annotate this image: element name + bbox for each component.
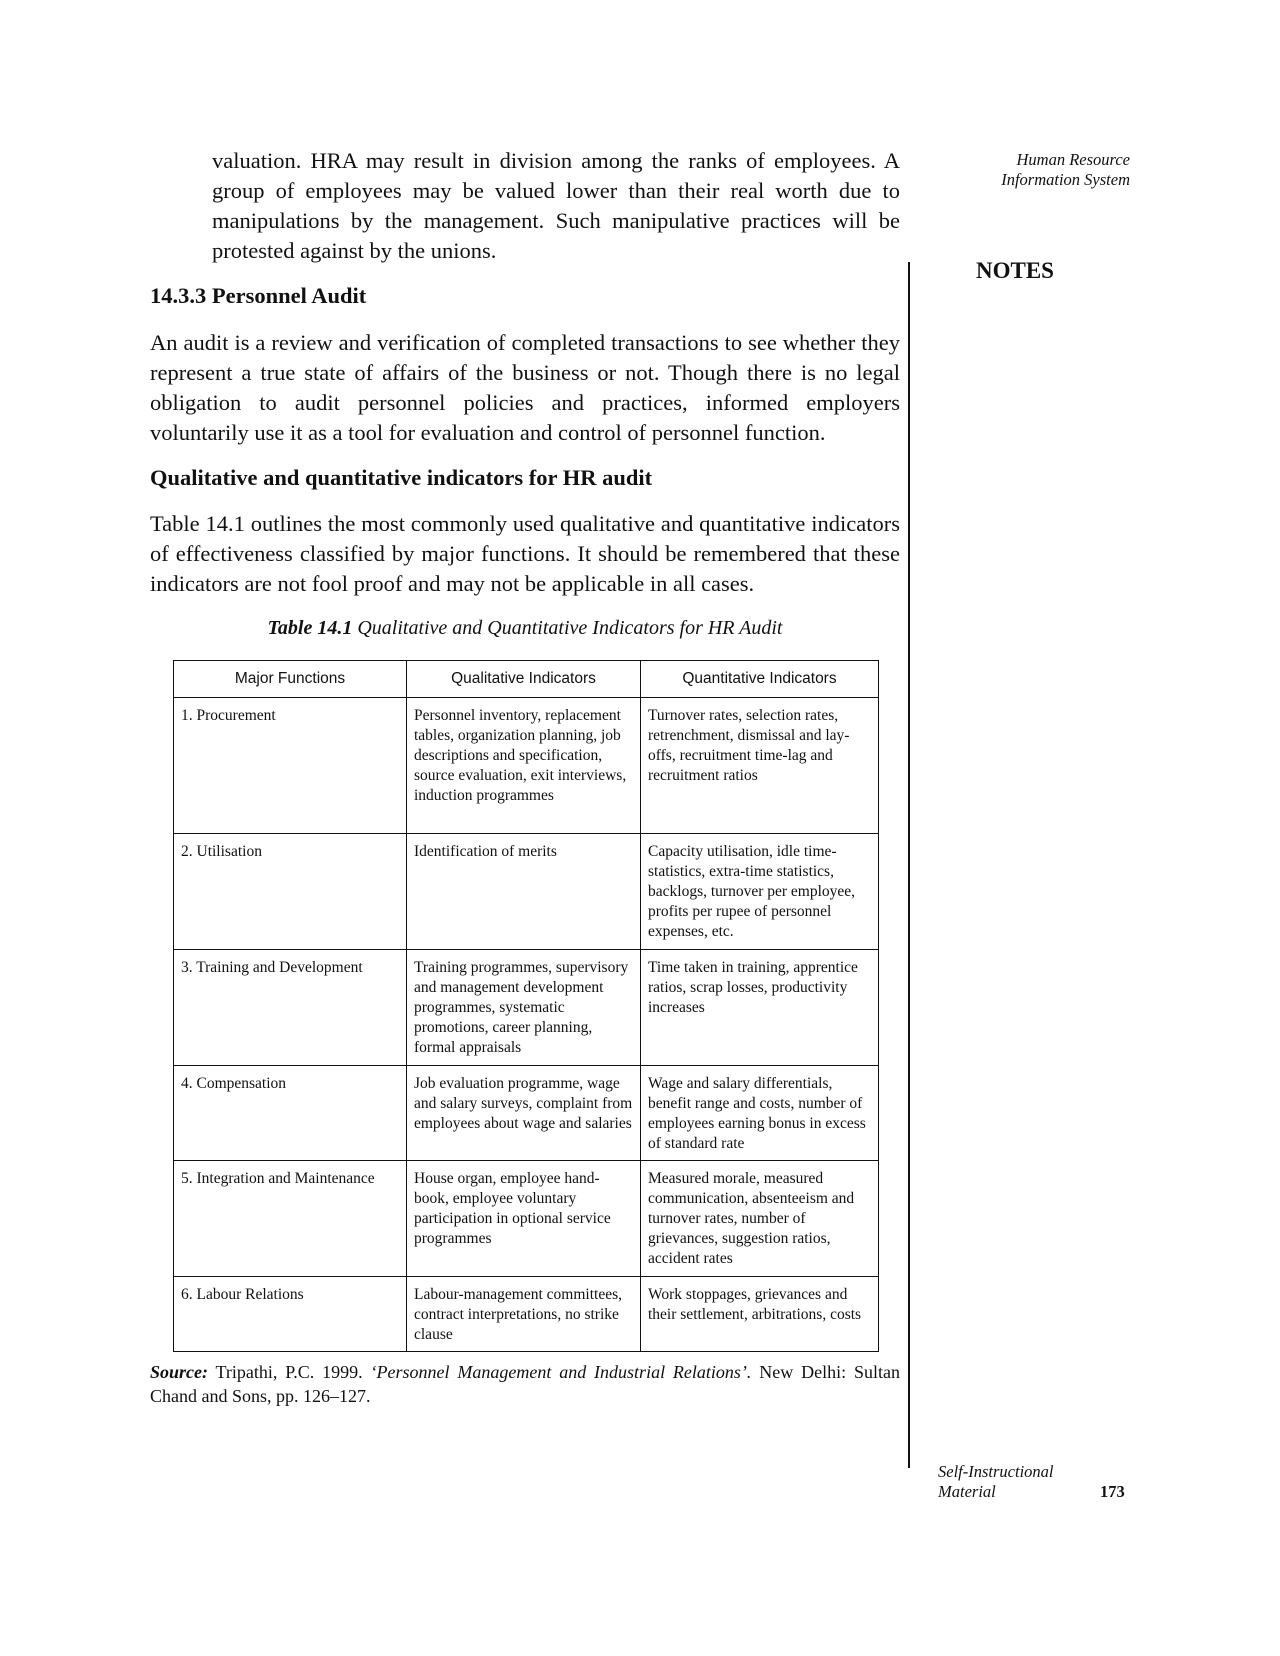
function-cell: 6. Labour Relations bbox=[174, 1277, 407, 1352]
carryover-paragraph: valuation. HRA may result in division among the ranks of employees. A group of employees may be valued lower than their real worth due to manipulations by the management. Such manipulative practices will be protested against by the unions. bbox=[212, 148, 900, 263]
quantitative-cell: Measured morale, measured communication, absenteeism and turnover rates, number of grievances, suggestion ratios, accident rates bbox=[641, 1161, 879, 1277]
quantitative-cell: Work stoppages, grievances and their settlement, arbitrations, costs bbox=[641, 1277, 879, 1352]
qualitative-cell: Labour-management committees, contract interpretations, no strike clause bbox=[407, 1277, 641, 1352]
function-cell: 5. Integration and Maintenance bbox=[174, 1161, 407, 1277]
running-head-line1: Human Resource bbox=[1016, 150, 1130, 169]
footer-line1: Self-Instructional bbox=[938, 1462, 1054, 1481]
table-caption bbox=[150, 617, 900, 640]
quantitative-cell: Turnover rates, selection rates, retrenchment, dismissal and lay-offs, recruitment time-lag and recruitment ratios bbox=[641, 698, 879, 834]
footer-line2: Material bbox=[938, 1482, 996, 1501]
quantitative-cell: Time taken in training, apprentice ratios, scrap losses, productivity increases bbox=[641, 950, 879, 1066]
audit-paragraph: An audit is a review and verification of completed transactions to see whether they represent a true state of affairs of the business or not. Though there is no legal obligation to audit personnel policies and practices, informed employers voluntarily use it as a tool for evaluation and control of personnel function. bbox=[150, 330, 900, 445]
function-cell: 2. Utilisation bbox=[174, 834, 407, 950]
function-cell: 3. Training and Development bbox=[174, 950, 407, 1066]
table-row bbox=[174, 950, 879, 1066]
table-row bbox=[174, 1277, 879, 1352]
running-head-line2: Information System bbox=[1001, 170, 1130, 189]
table-row bbox=[174, 1066, 879, 1161]
quantitative-cell: Capacity utilisation, idle time-statistics, extra-time statistics, backlogs, turnover per employee, profits per rupee of personnel expenses, etc. bbox=[641, 834, 879, 950]
subheading: Qualitative and quantitative indicators for HR audit bbox=[150, 465, 653, 490]
qualitative-cell: Personnel inventory, replacement tables, organization planning, job descriptions and specification, source evaluation, exit interviews, induction programmes bbox=[407, 698, 641, 834]
section-heading: 14.3.3 Personnel Audit bbox=[150, 283, 367, 308]
qualitative-cell: Training programmes, supervisory and management development programmes, systematic promotions, career planning, formal appraisals bbox=[407, 950, 641, 1066]
table-header-row bbox=[174, 661, 879, 698]
table-caption-title: Qualitative and Quantitative Indicators for HR Audit bbox=[357, 617, 783, 639]
source-label: Source: bbox=[150, 1362, 208, 1382]
running-head bbox=[960, 150, 1130, 190]
table-row bbox=[174, 1161, 879, 1277]
table-row bbox=[174, 834, 879, 950]
header-major-functions: Major Functions bbox=[174, 661, 407, 698]
notes-label: NOTES bbox=[976, 258, 1054, 283]
header-quantitative-indicators: Quantitative Indicators bbox=[641, 661, 879, 698]
function-cell: 4. Compensation bbox=[174, 1066, 407, 1161]
quantitative-cell: Wage and salary differentials, benefit range and costs, number of employees earning bonus in excess of standard rate bbox=[641, 1066, 879, 1161]
qualitative-cell: House organ, employee hand-book, employee voluntary participation in optional service programmes bbox=[407, 1161, 641, 1277]
qualitative-cell: Identification of merits bbox=[407, 834, 641, 950]
table-caption-number: Table 14.1 bbox=[267, 617, 353, 639]
indicators-table bbox=[173, 660, 879, 1352]
source-note bbox=[150, 1360, 900, 1408]
margin-rule bbox=[908, 262, 910, 1468]
table-intro-paragraph: Table 14.1 outlines the most commonly used qualitative and quantitative indicators of effectiveness classified by major functions. It should be remembered that these indicators are not fool proof and may not be applicable in all cases. bbox=[150, 511, 900, 596]
table-row bbox=[174, 698, 879, 834]
page-number: 173 bbox=[1100, 1482, 1125, 1501]
source-publisher: New Delhi: Sultan Chand and Sons, pp. 126–127. bbox=[150, 1362, 900, 1406]
qualitative-cell: Job evaluation programme, wage and salary surveys, complaint from employees about wage and salaries bbox=[407, 1066, 641, 1161]
source-title: ‘Personnel Management and Industrial Relations’. bbox=[370, 1362, 752, 1382]
footer-label bbox=[938, 1462, 1053, 1502]
function-cell: 1. Procurement bbox=[174, 698, 407, 834]
header-qualitative-indicators: Qualitative Indicators bbox=[407, 661, 641, 698]
source-author-year: Tripathi, P.C. 1999. bbox=[208, 1362, 371, 1382]
